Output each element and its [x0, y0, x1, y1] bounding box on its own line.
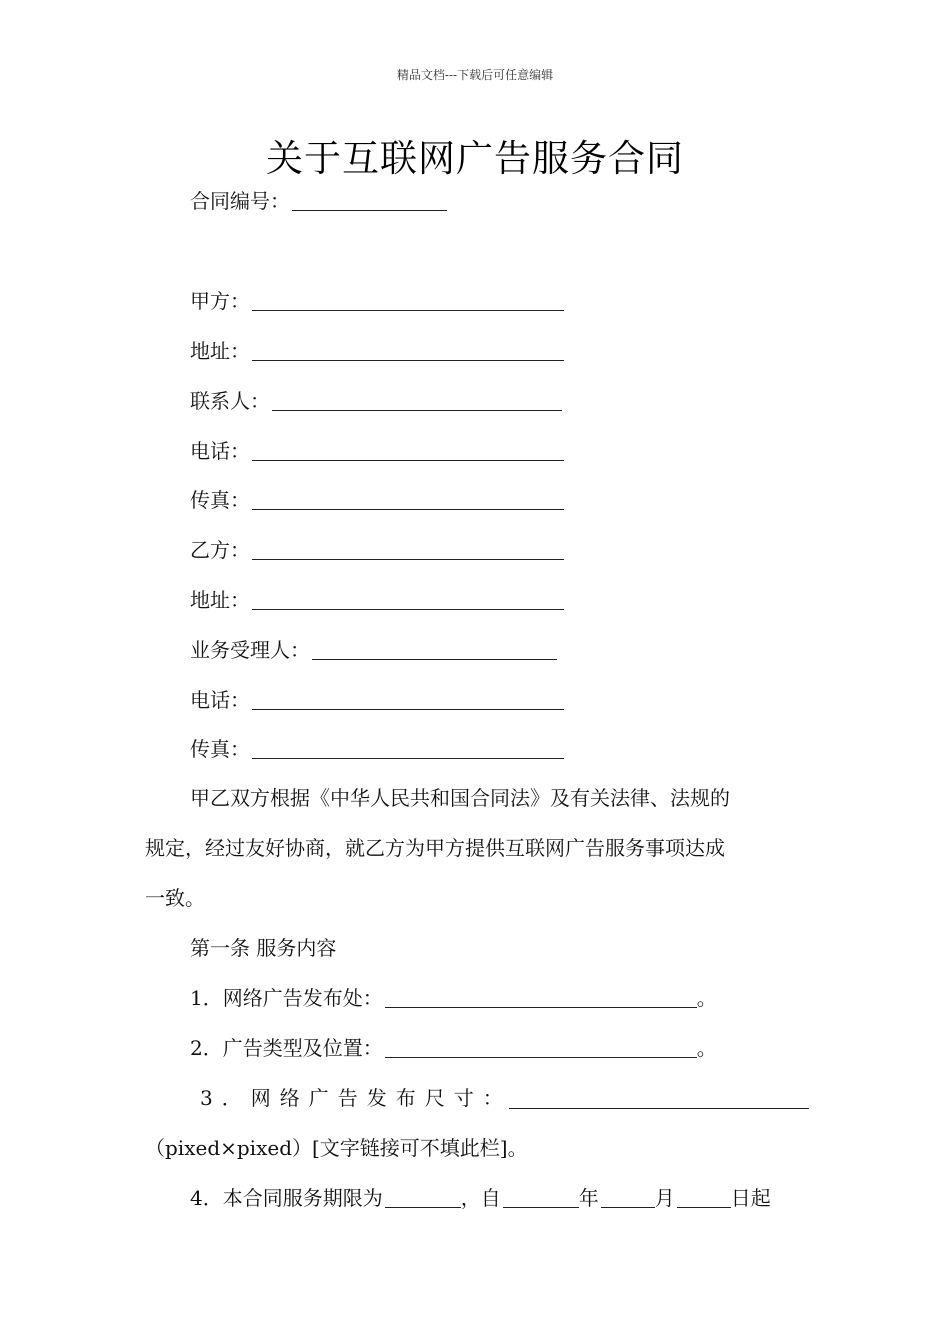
intro-line-1: 甲乙双方根据《中华人民共和国合同法》及有关法律、法规的 [190, 786, 730, 810]
party-a-name-field[interactable] [252, 290, 564, 311]
party-b-phone-field[interactable] [252, 689, 564, 710]
party-a-address-label: 地址： [190, 339, 250, 363]
intro-line-3: 一致。 [145, 886, 205, 910]
item-4-label: 4．本合同服务期限为 [190, 1186, 383, 1210]
party-a-address-row [190, 336, 564, 366]
party-b-handler-field[interactable] [312, 639, 557, 660]
party-a-fax-row [190, 485, 564, 515]
party-a-address-field[interactable] [252, 340, 564, 361]
item-3-field[interactable] [509, 1088, 809, 1109]
item-3-label: 3．网络广告发布尺寸： [200, 1086, 512, 1110]
party-b-address-label: 地址： [190, 588, 250, 612]
party-a-name-row [190, 286, 564, 316]
item-2-field[interactable] [385, 1037, 697, 1058]
party-b-handler-label: 业务受理人： [190, 638, 310, 662]
party-b-name-field[interactable] [252, 539, 564, 560]
item-2-end: 。 [696, 1036, 717, 1060]
party-a-contact-label: 联系人： [190, 389, 270, 413]
item-1-field[interactable] [385, 987, 697, 1008]
party-b-address-row [190, 585, 564, 615]
item-4-month: 月 [654, 1186, 675, 1210]
party-b-address-field[interactable] [252, 589, 564, 610]
party-a-contact-field[interactable] [272, 390, 562, 411]
document-title: 关于互联网广告服务合同 [266, 137, 684, 180]
item-3-row [145, 1083, 807, 1113]
party-b-name-label: 乙方： [190, 538, 250, 562]
party-b-phone-row [190, 685, 564, 715]
contract-number-field[interactable] [292, 190, 447, 211]
party-a-fax-field[interactable] [252, 489, 564, 510]
party-a-fax-label: 传真： [190, 488, 250, 512]
item-4-day-from: 日起 [730, 1186, 771, 1210]
party-a-phone-row [190, 436, 564, 466]
party-b-fax-row [190, 734, 564, 764]
item-2-label: 2．广告类型及位置： [190, 1036, 383, 1060]
contract-number-label: 合同编号： [190, 189, 290, 213]
intro-paragraph [145, 773, 807, 923]
item-4-month-field[interactable] [601, 1187, 655, 1208]
item-1-label: 1．网络广告发布处： [190, 986, 383, 1010]
item-4-year-field[interactable] [503, 1187, 579, 1208]
contract-number-row [190, 186, 447, 216]
party-b-name-row [190, 535, 564, 565]
party-a-name-label: 甲方： [190, 289, 250, 313]
party-a-phone-label: 电话： [190, 439, 250, 463]
item-1-end: 。 [696, 986, 717, 1010]
item-1-row [190, 983, 717, 1013]
item-3-continuation: （pixed×pixed）[文字链接可不填此栏]。 [145, 1136, 528, 1160]
party-b-fax-field[interactable] [252, 738, 564, 759]
party-b-phone-label: 电话： [190, 688, 250, 712]
party-a-phone-field[interactable] [252, 440, 564, 461]
item-4-term-field[interactable] [385, 1187, 461, 1208]
header-note: 精品文档---下载后可任意编辑 [396, 68, 554, 82]
item-4-day-field[interactable] [677, 1187, 731, 1208]
party-a-contact-row [190, 386, 562, 416]
party-b-fax-label: 传真： [190, 737, 250, 761]
item-4-year: 年 [578, 1186, 599, 1210]
intro-line-2: 规定，经过友好协商，就乙方为甲方提供互联网广告服务事项达成 [145, 836, 725, 860]
article-1-title: 第一条 服务内容 [190, 936, 337, 960]
item-4-row [190, 1183, 771, 1213]
item-2-row [190, 1033, 717, 1063]
item-4-from: ，自 [460, 1186, 501, 1210]
party-b-handler-row [190, 635, 557, 665]
